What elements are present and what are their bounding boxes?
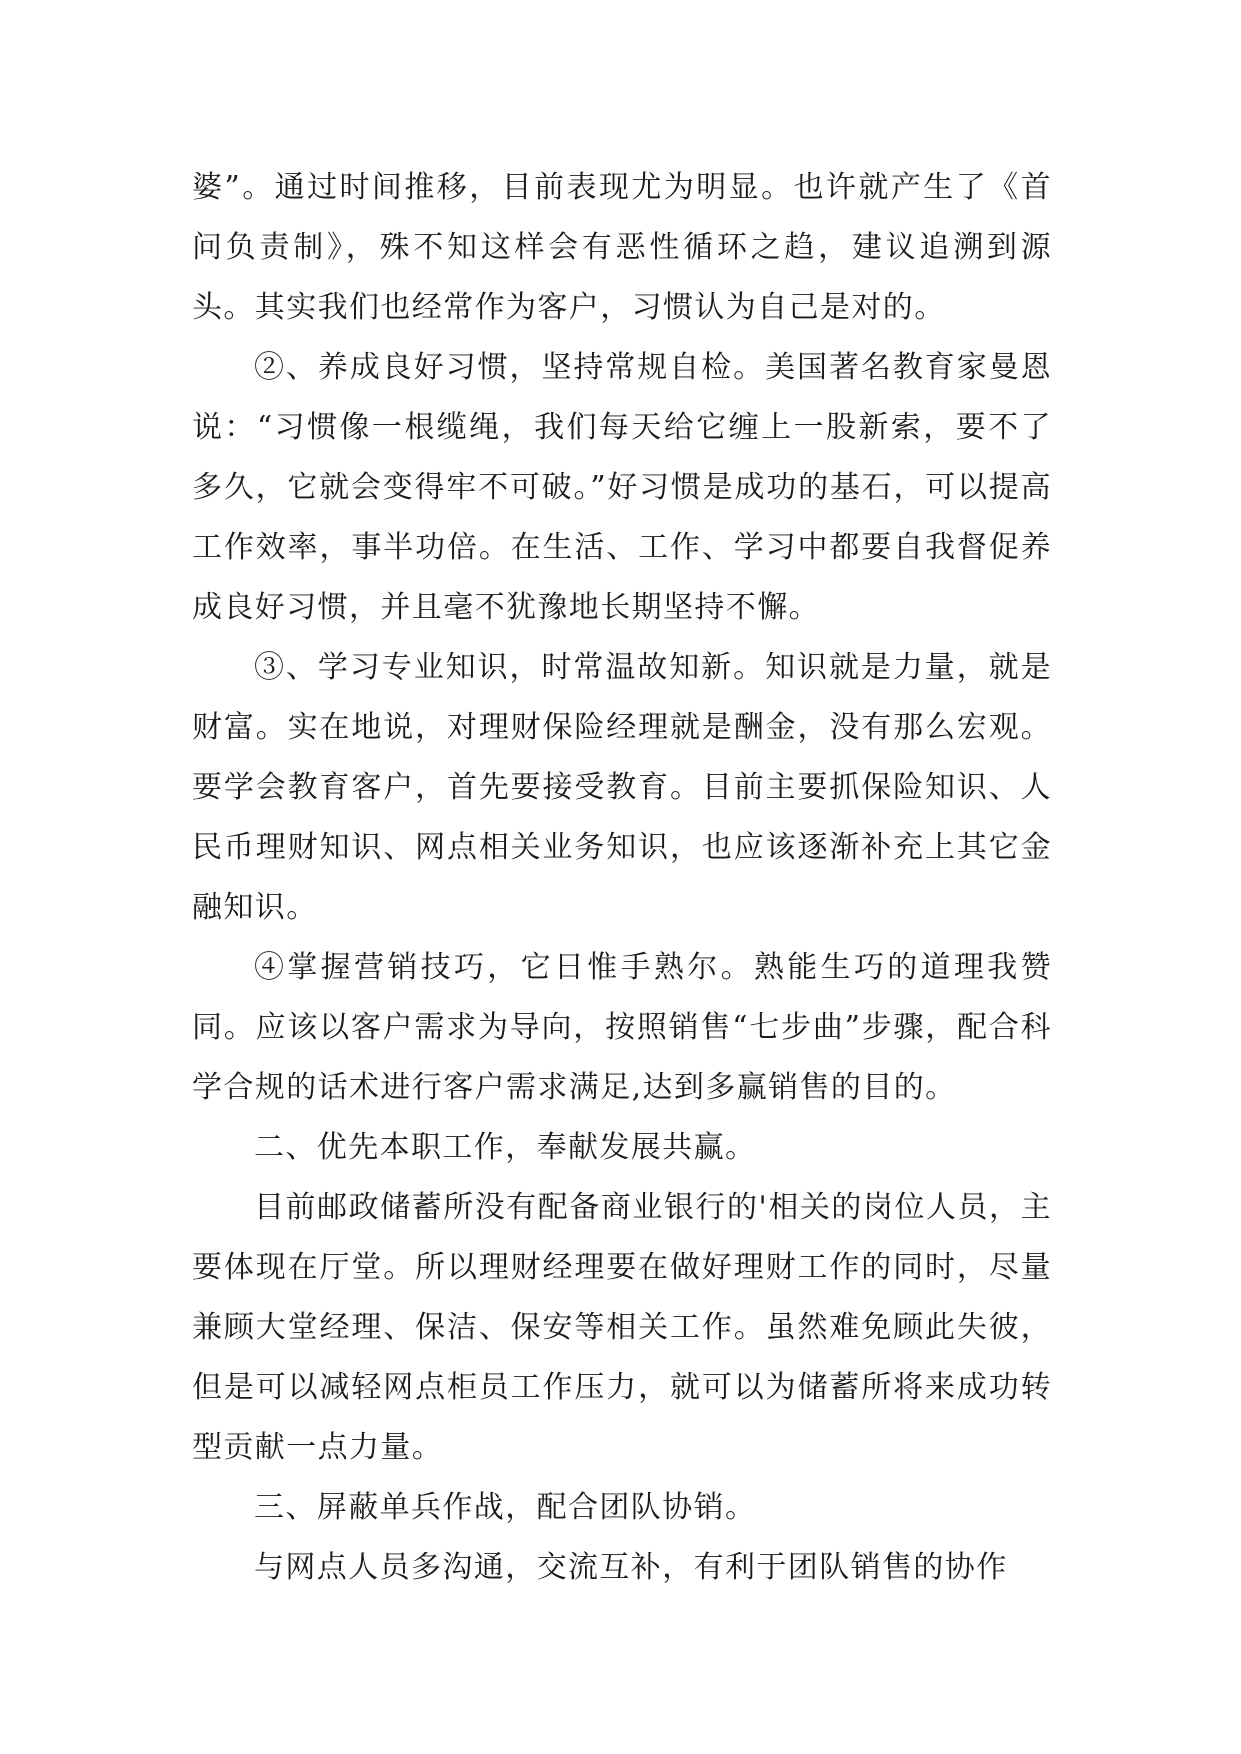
paragraph: 婆”。通过时间推移，目前表现尤为明显。也许就产生了《首问负责制》，殊不知这样会有恶性循环之趋，建议追溯到源头。其实我们也经常作为客户，习惯认为自己是对的。: [192, 170, 1052, 325]
paragraph: 与网点人员多沟通，交流互补，有利于团队销售的协作: [254, 1550, 1008, 1585]
section-heading: 三、屏蔽单兵作战，配合团队协销。: [254, 1490, 757, 1525]
body-text: [192, 158, 1052, 1598]
paragraph: ③、学习专业知识，时常温故知新。知识就是力量，就是财富。实在地说，对理财保险经理就是酬金，没有那么宏观。要学会教育客户，首先要接受教育。目前主要抓保险知识、人民币理财知识、网点相关业务知识，也应该逐渐补充上其它金融知识。: [192, 650, 1052, 925]
paragraph: 目前邮政储蓄所没有配备商业银行的'相关的岗位人员，主要体现在厅堂。所以理财经理要在做好理财工作的同时，尽量兼顾大堂经理、保洁、保安等相关工作。虽然难免顾此失彼，但是可以减轻网点柜员工作压力，就可以为储蓄所将来成功转型贡献一点力量。: [192, 1190, 1052, 1465]
paragraph: ④掌握营销技巧，它日惟手熟尔。熟能生巧的道理我赞同。应该以客户需求为导向，按照销售“七步曲”步骤，配合科学合规的话术进行客户需求满足,达到多赢销售的目的。: [192, 950, 1052, 1105]
section-heading: 二、优先本职工作，奉献发展共赢。: [254, 1130, 757, 1165]
paragraph: ②、养成良好习惯，坚持常规自检。美国著名教育家曼恩说：“习惯像一根缆绳，我们每天给它缠上一股新索，要不了多久，它就会变得牢不可破。”好习惯是成功的基石，可以提高工作效率，事半功倍。在生活、工作、学习中都要自我督促养成良好习惯，并且毫不犹豫地长期坚持不懈。: [192, 350, 1052, 625]
